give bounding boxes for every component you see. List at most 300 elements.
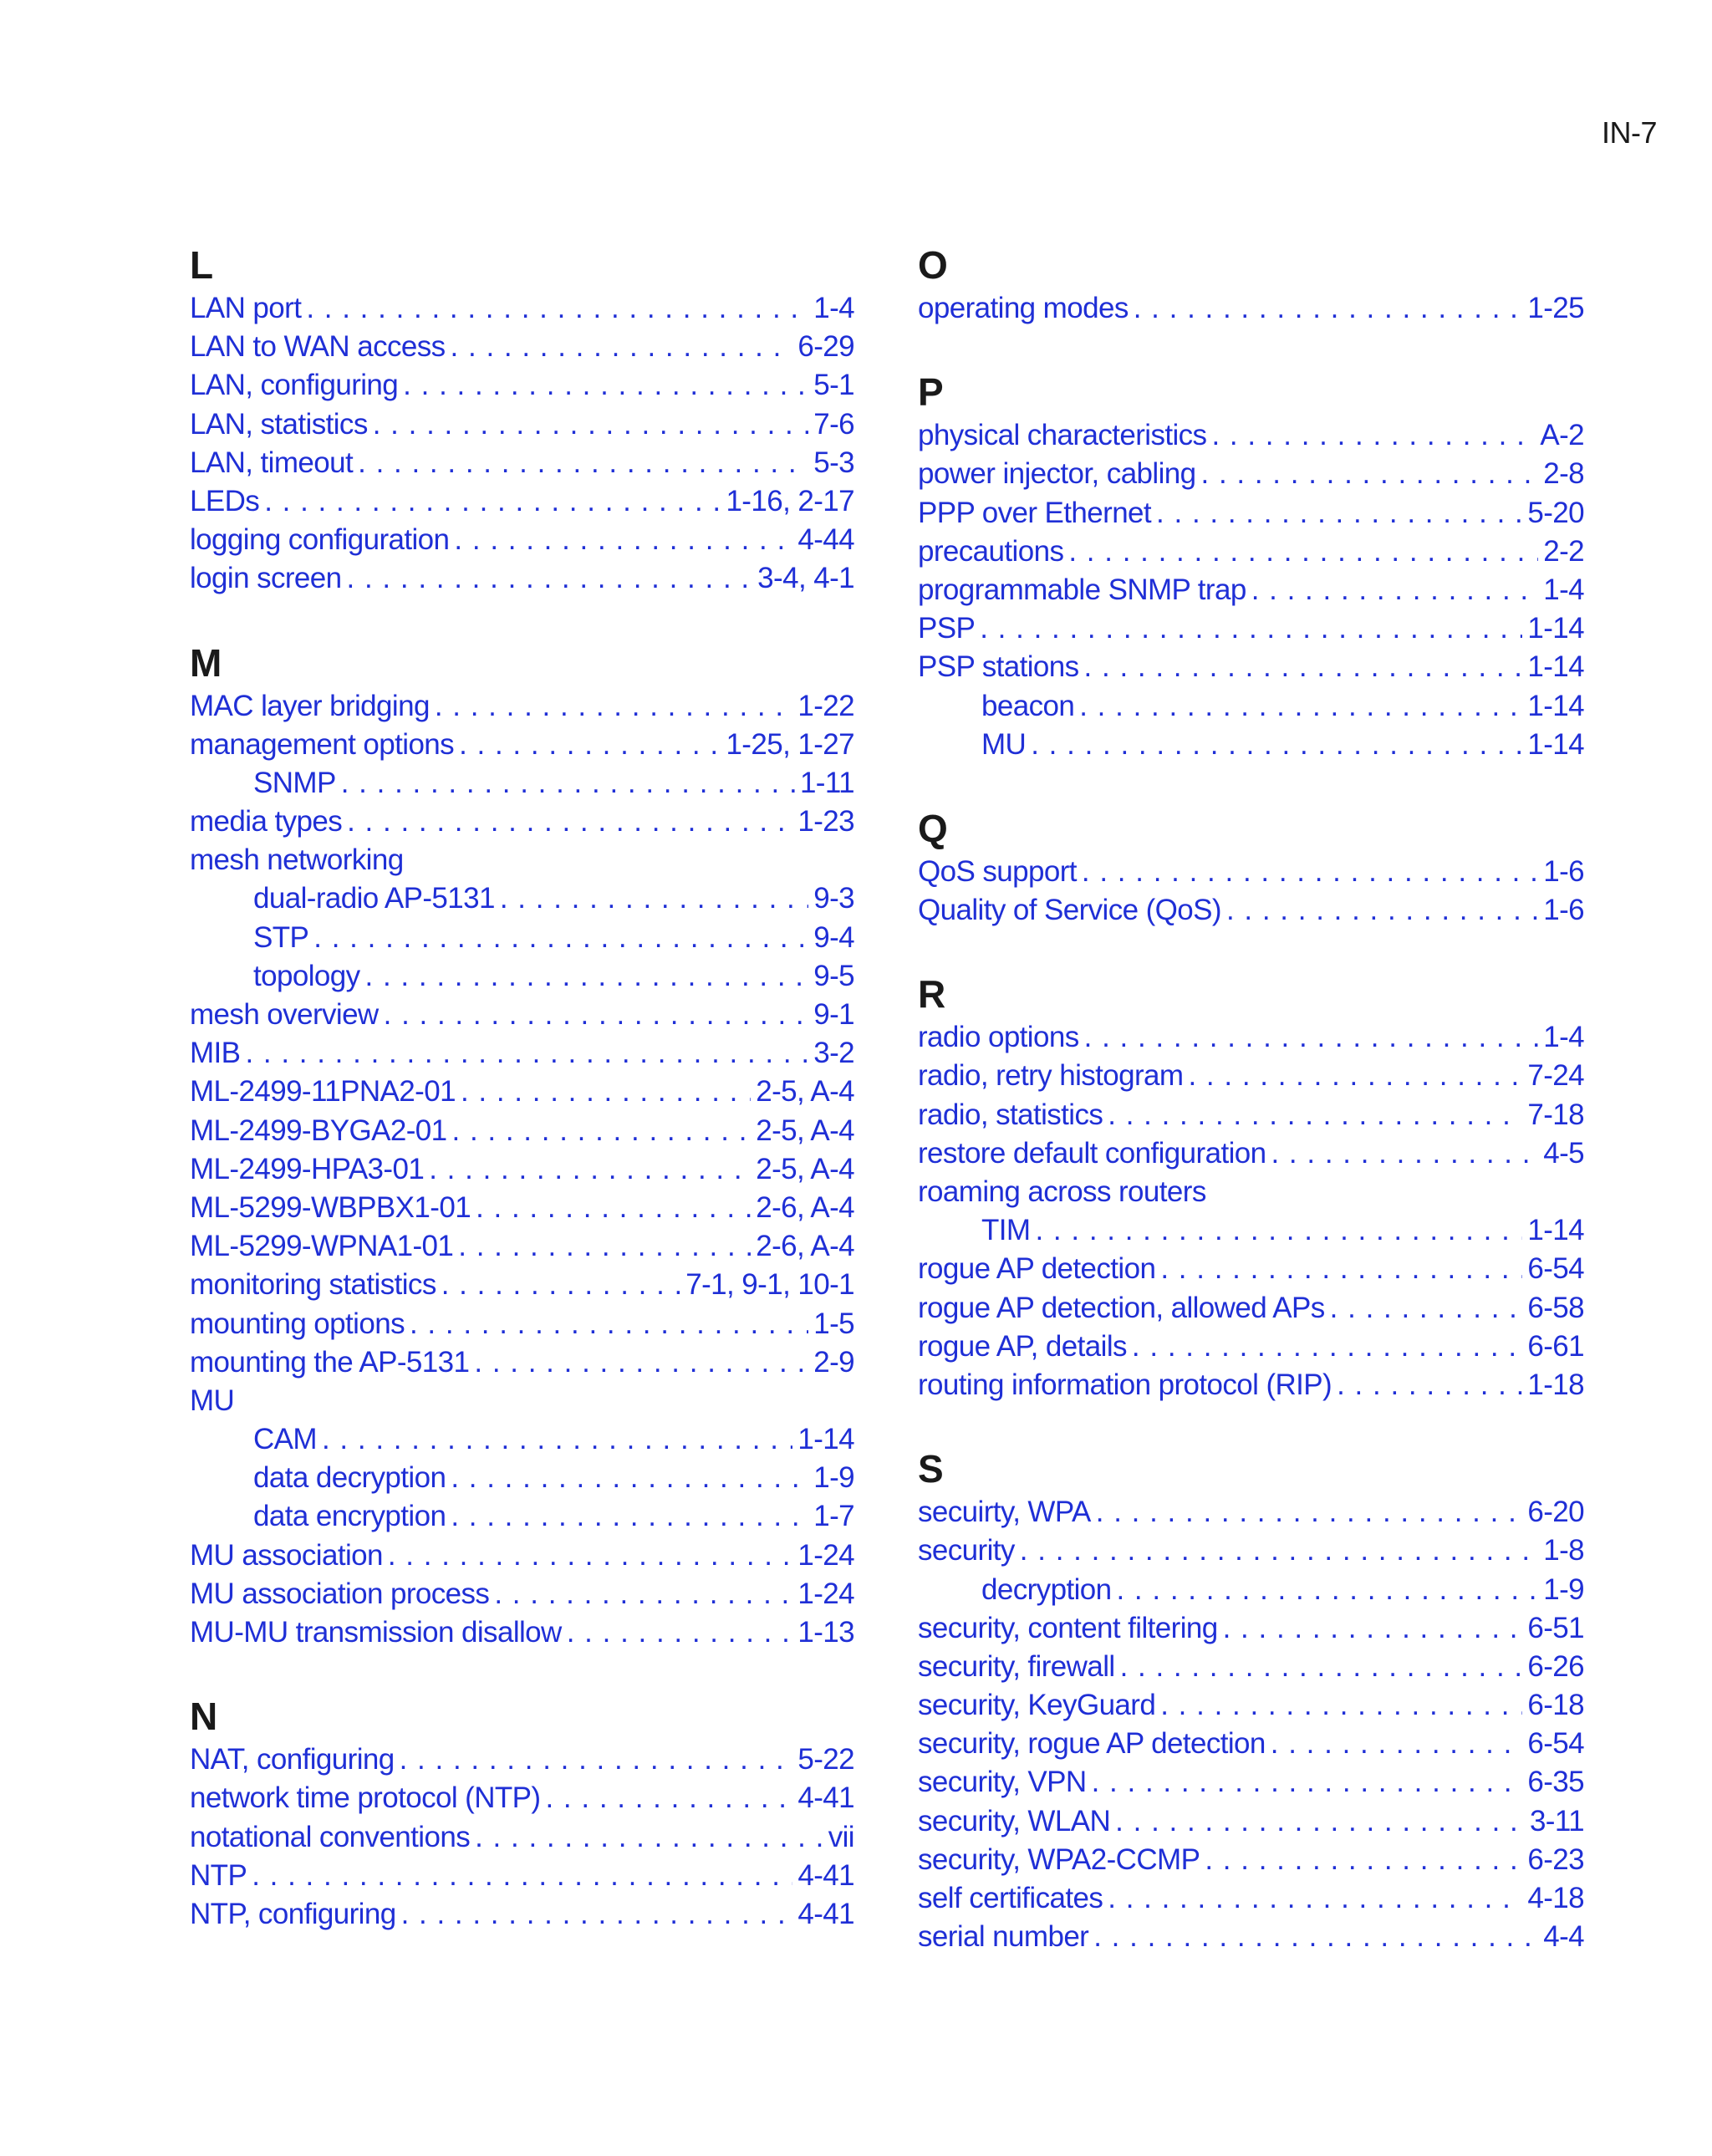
index-entry[interactable] bbox=[190, 803, 854, 841]
index-entry[interactable] bbox=[190, 1189, 854, 1227]
index-term[interactable]: rogue AP, details bbox=[918, 1329, 1127, 1363]
index-term[interactable]: precautions bbox=[918, 534, 1064, 568]
index-page-ref[interactable]: 7-24 bbox=[1527, 1059, 1584, 1093]
index-entry[interactable] bbox=[918, 1918, 1584, 1956]
index-subentry[interactable] bbox=[918, 726, 1584, 764]
index-page-ref[interactable]: 3-11 bbox=[1529, 1804, 1584, 1837]
dot-leader bbox=[494, 1575, 792, 1613]
index-entry[interactable] bbox=[918, 1366, 1584, 1404]
index-entry[interactable] bbox=[918, 1648, 1584, 1686]
index-term[interactable]: PSP bbox=[918, 612, 976, 645]
dot-leader bbox=[1082, 853, 1538, 891]
index-page-ref[interactable]: 1-11 bbox=[799, 766, 854, 799]
index-term[interactable]: LAN port bbox=[190, 292, 302, 324]
section-letter: R bbox=[918, 972, 946, 1017]
index-term[interactable]: dual-radio AP-5131 bbox=[253, 882, 495, 915]
dot-leader bbox=[400, 1741, 793, 1779]
index-page-ref[interactable]: 5-1 bbox=[813, 369, 854, 402]
index-subentry[interactable] bbox=[190, 957, 854, 996]
index-entry[interactable] bbox=[190, 366, 854, 405]
index-entry[interactable] bbox=[918, 1725, 1584, 1763]
dot-leader bbox=[1084, 648, 1523, 686]
index-entry[interactable] bbox=[190, 1034, 854, 1073]
dot-leader bbox=[245, 1034, 808, 1073]
index-section-l bbox=[190, 241, 854, 599]
index-term[interactable]: network time protocol (NTP) bbox=[190, 1781, 541, 1815]
index-page-ref[interactable]: 1-14 bbox=[1527, 727, 1584, 761]
dot-leader bbox=[451, 328, 793, 366]
dot-leader bbox=[384, 996, 809, 1034]
index-term[interactable]: MU-MU transmission disallow bbox=[190, 1616, 562, 1649]
index-entry[interactable] bbox=[918, 494, 1584, 533]
index-term[interactable]: programmable SNMP trap bbox=[918, 573, 1246, 606]
index-term[interactable]: ML-5299-WBPBX1-01 bbox=[190, 1190, 471, 1224]
index-term[interactable]: management options bbox=[190, 727, 455, 761]
index-term[interactable]: topology bbox=[253, 959, 360, 992]
index-entry[interactable] bbox=[190, 1575, 854, 1613]
dot-leader bbox=[1205, 1841, 1522, 1879]
index-page-ref[interactable]: 1-18 bbox=[1527, 1368, 1584, 1401]
index-entry[interactable] bbox=[190, 405, 854, 444]
index-page-ref[interactable]: 9-5 bbox=[813, 959, 854, 992]
index-entry[interactable] bbox=[190, 1382, 854, 1420]
index-page-ref[interactable]: 2-6, A-4 bbox=[756, 1190, 854, 1224]
index-section-p bbox=[918, 368, 1584, 764]
index-term[interactable]: NTP, configuring bbox=[190, 1897, 396, 1930]
index-term[interactable]: roaming across routers bbox=[918, 1175, 1206, 1208]
index-entry[interactable] bbox=[918, 455, 1584, 493]
index-entry[interactable] bbox=[918, 1250, 1584, 1288]
dot-leader bbox=[567, 1613, 793, 1652]
dot-leader bbox=[403, 366, 808, 405]
dot-leader bbox=[1251, 571, 1539, 609]
index-page-ref[interactable]: 1-22 bbox=[797, 689, 854, 722]
index-term[interactable]: restore default configuration bbox=[918, 1136, 1266, 1170]
dot-leader bbox=[429, 1150, 751, 1189]
index-page-ref[interactable]: 6-20 bbox=[1527, 1496, 1584, 1529]
index-subentry[interactable] bbox=[190, 1459, 854, 1497]
index-term[interactable]: decryption bbox=[981, 1572, 1112, 1606]
dot-leader bbox=[1096, 1493, 1523, 1532]
dot-leader bbox=[341, 764, 795, 803]
dot-leader bbox=[1188, 1057, 1522, 1095]
index-entry[interactable] bbox=[190, 1895, 854, 1934]
section-letter: P bbox=[918, 370, 944, 415]
dot-leader bbox=[1271, 1725, 1523, 1763]
index-page-ref[interactable]: 1-5 bbox=[813, 1307, 854, 1340]
section-letter: O bbox=[918, 243, 948, 287]
index-page-ref[interactable]: 4-44 bbox=[797, 523, 854, 557]
index-term[interactable]: MU association bbox=[190, 1538, 383, 1572]
index-entry[interactable] bbox=[190, 841, 854, 879]
index-page-ref[interactable]: 2-5, A-4 bbox=[756, 1152, 854, 1185]
index-entry[interactable] bbox=[918, 1532, 1584, 1570]
index-term[interactable]: media types bbox=[190, 805, 343, 838]
index-entry[interactable] bbox=[918, 1018, 1584, 1057]
index-entry[interactable] bbox=[918, 1609, 1584, 1648]
dot-leader bbox=[322, 1420, 792, 1459]
dot-leader bbox=[388, 1537, 792, 1575]
index-entry[interactable] bbox=[918, 416, 1584, 455]
index-entry[interactable] bbox=[190, 1343, 854, 1382]
index-term[interactable]: serial number bbox=[918, 1920, 1089, 1954]
index-entry[interactable] bbox=[918, 1173, 1584, 1211]
dot-leader bbox=[365, 957, 809, 996]
index-page-ref[interactable]: 2-2 bbox=[1543, 534, 1584, 568]
index-page-ref[interactable]: 1-4 bbox=[1543, 1021, 1584, 1054]
index-subentry[interactable] bbox=[190, 1420, 854, 1459]
index-page-ref[interactable]: 6-35 bbox=[1527, 1766, 1584, 1799]
index-entry[interactable] bbox=[190, 521, 854, 559]
index-term[interactable]: LEDs bbox=[190, 484, 260, 517]
index-term[interactable]: logging configuration bbox=[190, 523, 450, 557]
index-term[interactable]: security, WPA2-CCMP bbox=[918, 1843, 1200, 1876]
index-term[interactable]: PPP over Ethernet bbox=[918, 496, 1152, 529]
index-entry[interactable] bbox=[190, 1779, 854, 1817]
dot-leader bbox=[252, 1857, 792, 1895]
index-page-ref[interactable]: 9-1 bbox=[813, 998, 854, 1031]
index-entry[interactable] bbox=[190, 1741, 854, 1779]
section-letter: S bbox=[918, 1447, 944, 1491]
index-page-ref[interactable]: 6-29 bbox=[797, 330, 854, 364]
index-term[interactable]: TIM bbox=[981, 1214, 1031, 1247]
index-term[interactable]: security, content filtering bbox=[918, 1611, 1218, 1644]
index-term[interactable]: Quality of Service (QoS) bbox=[918, 894, 1221, 927]
index-page-ref[interactable]: A-2 bbox=[1540, 419, 1584, 452]
index-section-o bbox=[918, 241, 1584, 328]
index-page-ref[interactable]: 1-9 bbox=[1543, 1572, 1584, 1606]
index-page-ref[interactable]: 1-14 bbox=[1527, 612, 1584, 645]
dot-leader bbox=[1092, 1763, 1523, 1802]
index-entry[interactable] bbox=[190, 482, 854, 521]
index-term[interactable]: LAN, statistics bbox=[190, 407, 368, 441]
index-page-ref[interactable]: 1-6 bbox=[1543, 854, 1584, 888]
index-term[interactable]: radio, retry histogram bbox=[918, 1059, 1184, 1093]
section-letter: N bbox=[190, 1695, 218, 1739]
index-entry[interactable] bbox=[918, 533, 1584, 571]
section-letter: M bbox=[190, 640, 222, 685]
index-page-ref[interactable]: 1-8 bbox=[1543, 1534, 1584, 1567]
index-subentry[interactable] bbox=[918, 1211, 1584, 1250]
index-term[interactable]: ML-2499-BYGA2-01 bbox=[190, 1114, 447, 1147]
dot-leader bbox=[980, 609, 1522, 648]
index-entry[interactable] bbox=[190, 559, 854, 598]
index-term[interactable]: radio options bbox=[918, 1021, 1079, 1054]
index-page-ref[interactable]: 4-41 bbox=[797, 1897, 854, 1930]
index-term[interactable]: security, KeyGuard bbox=[918, 1689, 1156, 1722]
index-entry[interactable] bbox=[190, 1227, 854, 1266]
dot-leader bbox=[358, 444, 808, 482]
index-term[interactable]: security, WLAN bbox=[918, 1804, 1111, 1837]
dot-leader bbox=[1201, 455, 1539, 493]
dot-leader bbox=[441, 1266, 681, 1304]
index-page-ref[interactable]: 2-5, A-4 bbox=[756, 1075, 854, 1109]
index-page-ref[interactable]: 5-20 bbox=[1527, 496, 1584, 529]
index-term[interactable]: mounting the AP-5131 bbox=[190, 1345, 470, 1379]
index-entry[interactable] bbox=[190, 1857, 854, 1895]
index-section-n bbox=[190, 1692, 854, 1934]
index-page-ref[interactable]: 4-18 bbox=[1527, 1882, 1584, 1914]
index-entry[interactable] bbox=[918, 1134, 1584, 1173]
index-term[interactable]: mesh overview bbox=[190, 998, 379, 1031]
index-page-ref[interactable]: 1-24 bbox=[797, 1577, 854, 1610]
index-page-ref[interactable]: 6-54 bbox=[1527, 1252, 1584, 1286]
index-term[interactable]: ML-2499-HPA3-01 bbox=[190, 1152, 425, 1185]
index-term[interactable]: login screen bbox=[190, 562, 342, 595]
index-term[interactable]: rogue AP detection, allowed APs bbox=[918, 1291, 1325, 1324]
index-entry[interactable] bbox=[190, 1537, 854, 1575]
index-term[interactable]: MU bbox=[190, 1384, 235, 1417]
dot-leader bbox=[1035, 1211, 1522, 1250]
index-subentry[interactable] bbox=[190, 919, 854, 957]
dot-leader bbox=[458, 1227, 751, 1266]
dot-leader bbox=[545, 1779, 792, 1817]
index-page-ref[interactable]: 2-5, A-4 bbox=[756, 1114, 854, 1147]
dot-leader bbox=[1031, 726, 1522, 764]
index-page-ref[interactable]: 1-6 bbox=[1543, 894, 1584, 927]
index-term[interactable]: security bbox=[918, 1534, 1015, 1567]
index-page-ref[interactable]: 1-14 bbox=[1527, 1214, 1584, 1247]
index-entry[interactable] bbox=[190, 289, 854, 328]
index-term[interactable]: mesh networking bbox=[190, 844, 404, 877]
index-section-r bbox=[918, 970, 1584, 1404]
index-page-ref[interactable]: 9-3 bbox=[813, 882, 854, 915]
index-term[interactable]: secuirty, WPA bbox=[918, 1496, 1091, 1529]
index-term[interactable]: operating modes bbox=[918, 292, 1129, 324]
index-entry[interactable] bbox=[918, 1841, 1584, 1879]
page-number: IN-7 bbox=[1601, 115, 1657, 150]
dot-leader bbox=[435, 687, 793, 726]
dot-leader bbox=[451, 1459, 808, 1497]
index-page-ref[interactable]: 5-3 bbox=[813, 446, 854, 479]
index-page-ref[interactable]: 7-1, 9-1, 10-1 bbox=[685, 1268, 854, 1302]
dot-leader bbox=[1160, 1686, 1522, 1725]
index-page-ref[interactable]: 1-14 bbox=[797, 1423, 854, 1456]
dot-leader bbox=[1156, 494, 1522, 533]
index-term[interactable]: power injector, cabling bbox=[918, 457, 1196, 491]
dot-leader bbox=[1115, 1802, 1525, 1841]
index-page-ref[interactable]: 1-7 bbox=[813, 1500, 854, 1533]
index-term[interactable]: data encryption bbox=[253, 1500, 446, 1533]
index-page-ref[interactable]: 7-6 bbox=[813, 407, 854, 441]
index-page-ref[interactable]: 6-54 bbox=[1527, 1727, 1584, 1761]
index-page-ref[interactable]: 4-41 bbox=[797, 1781, 854, 1815]
dot-leader bbox=[1223, 1609, 1523, 1648]
index-term[interactable]: notational conventions bbox=[190, 1820, 471, 1853]
dot-leader bbox=[1093, 1918, 1538, 1956]
index-section-m bbox=[190, 639, 854, 1653]
dot-leader bbox=[475, 1818, 823, 1857]
index-term[interactable]: security, rogue AP detection bbox=[918, 1727, 1266, 1761]
index-term[interactable]: QoS support bbox=[918, 854, 1077, 888]
index-entry[interactable] bbox=[190, 1112, 854, 1150]
index-section-q bbox=[918, 804, 1584, 930]
index-entry[interactable] bbox=[190, 1266, 854, 1304]
index-page-ref[interactable]: 7-18 bbox=[1527, 1098, 1584, 1131]
dot-leader bbox=[1116, 1571, 1538, 1609]
index-page-ref[interactable]: 6-26 bbox=[1527, 1649, 1584, 1683]
dot-leader bbox=[1160, 1250, 1522, 1288]
dot-leader bbox=[1226, 891, 1538, 930]
index-subentry[interactable] bbox=[190, 1497, 854, 1536]
index-term[interactable]: LAN, configuring bbox=[190, 369, 399, 402]
index-term[interactable]: physical characteristics bbox=[918, 419, 1207, 452]
index-term[interactable]: routing information protocol (RIP) bbox=[918, 1368, 1332, 1401]
dot-leader bbox=[1068, 533, 1538, 571]
index-entry[interactable] bbox=[918, 1763, 1584, 1802]
index-page-ref[interactable]: 4-41 bbox=[797, 1858, 854, 1892]
index-page-ref[interactable]: 6-23 bbox=[1527, 1843, 1584, 1876]
index-term[interactable]: LAN, timeout bbox=[190, 446, 354, 479]
index-term[interactable]: data decryption bbox=[253, 1461, 446, 1495]
index-entry[interactable] bbox=[190, 726, 854, 764]
index-term[interactable]: security, VPN bbox=[918, 1766, 1087, 1799]
dot-leader bbox=[500, 879, 808, 918]
index-page-ref[interactable]: 1-4 bbox=[1543, 573, 1584, 606]
index-page-ref[interactable]: 1-16, 2-17 bbox=[726, 484, 854, 517]
index-term[interactable]: beacon bbox=[981, 689, 1075, 722]
dot-leader bbox=[474, 1343, 808, 1382]
dot-leader bbox=[451, 1497, 808, 1536]
index-entry[interactable] bbox=[190, 1613, 854, 1652]
index-entry[interactable] bbox=[918, 1096, 1584, 1134]
index-page-ref[interactable]: 3-2 bbox=[813, 1037, 854, 1070]
dot-leader bbox=[313, 919, 808, 957]
index-entry[interactable] bbox=[918, 891, 1584, 930]
dot-leader bbox=[401, 1895, 793, 1934]
index-page-ref[interactable]: 1-14 bbox=[1527, 650, 1584, 684]
index-entry[interactable] bbox=[190, 1150, 854, 1189]
index-entry[interactable] bbox=[190, 328, 854, 366]
index-page-ref[interactable]: 3-4, 4-1 bbox=[757, 562, 854, 595]
index-term[interactable]: ML-5299-WPNA1-01 bbox=[190, 1230, 454, 1263]
section-letter: L bbox=[190, 243, 214, 287]
index-term[interactable]: rogue AP detection bbox=[918, 1252, 1156, 1286]
dot-leader bbox=[454, 521, 792, 559]
index-term[interactable]: mounting options bbox=[190, 1307, 405, 1340]
dot-leader bbox=[459, 726, 721, 764]
index-term[interactable]: NAT, configuring bbox=[190, 1743, 395, 1776]
index-page-ref[interactable]: 4-5 bbox=[1543, 1136, 1584, 1170]
index-entry[interactable] bbox=[918, 1289, 1584, 1328]
index-entry[interactable] bbox=[918, 1686, 1584, 1725]
dot-leader bbox=[264, 482, 721, 521]
dot-leader bbox=[410, 1305, 808, 1343]
index-page-ref[interactable]: 1-25, 1-27 bbox=[726, 727, 854, 761]
index-term[interactable]: PSP stations bbox=[918, 650, 1079, 684]
index-page-ref[interactable]: 1-4 bbox=[813, 292, 854, 324]
index-term[interactable]: SNMP bbox=[253, 766, 336, 799]
index-page-ref[interactable]: 2-8 bbox=[1543, 457, 1584, 491]
index-entry[interactable] bbox=[918, 571, 1584, 609]
section-letter: Q bbox=[918, 806, 948, 850]
index-page-ref[interactable]: 6-18 bbox=[1527, 1689, 1584, 1722]
index-entry[interactable] bbox=[918, 1879, 1584, 1918]
index-term[interactable]: LAN to WAN access bbox=[190, 330, 446, 364]
index-subentry[interactable] bbox=[918, 1571, 1584, 1609]
dot-leader bbox=[452, 1112, 752, 1150]
index-term[interactable]: radio, statistics bbox=[918, 1098, 1103, 1131]
dot-leader bbox=[1132, 1328, 1522, 1366]
index-page-ref[interactable]: 5-22 bbox=[797, 1743, 854, 1776]
index-page-ref[interactable]: 1-25 bbox=[1527, 292, 1584, 324]
dot-leader bbox=[1108, 1096, 1522, 1134]
index-entry[interactable] bbox=[190, 996, 854, 1034]
index-term[interactable]: NTP bbox=[190, 1858, 247, 1892]
index-section-s bbox=[918, 1445, 1584, 1956]
dot-leader bbox=[1079, 687, 1522, 726]
index-entry[interactable] bbox=[190, 1073, 854, 1111]
dot-leader bbox=[1271, 1134, 1538, 1173]
index-entry[interactable] bbox=[918, 1057, 1584, 1095]
dot-leader bbox=[347, 559, 753, 598]
index-entry[interactable] bbox=[918, 853, 1584, 891]
index-entry[interactable] bbox=[918, 289, 1584, 328]
index-column-right bbox=[918, 241, 1584, 1996]
index-term[interactable]: ML-2499-11PNA2-01 bbox=[190, 1075, 456, 1109]
index-entry[interactable] bbox=[918, 648, 1584, 686]
index-page-ref[interactable]: 9-4 bbox=[813, 920, 854, 954]
dot-leader bbox=[461, 1073, 751, 1111]
dot-leader bbox=[1084, 1018, 1539, 1057]
dot-leader bbox=[1211, 416, 1535, 455]
index-entry[interactable] bbox=[918, 1328, 1584, 1366]
index-entry[interactable] bbox=[918, 1802, 1584, 1841]
dot-leader bbox=[347, 803, 792, 841]
dot-leader bbox=[1108, 1879, 1522, 1918]
index-column-left bbox=[190, 241, 854, 1974]
index-term[interactable]: MU association process bbox=[190, 1577, 490, 1610]
index-entry[interactable] bbox=[190, 687, 854, 726]
index-page-ref[interactable]: 1-23 bbox=[797, 805, 854, 838]
index-page-ref[interactable]: 6-61 bbox=[1527, 1329, 1584, 1363]
dot-leader bbox=[1330, 1289, 1523, 1328]
index-page-ref[interactable]: vii bbox=[828, 1820, 854, 1853]
index-subentry[interactable] bbox=[190, 879, 854, 918]
index-entry[interactable] bbox=[190, 1305, 854, 1343]
dot-leader bbox=[1337, 1366, 1522, 1404]
dot-leader bbox=[373, 405, 808, 444]
index-entry[interactable] bbox=[190, 444, 854, 482]
index-term[interactable]: monitoring statistics bbox=[190, 1268, 436, 1302]
index-entry[interactable] bbox=[918, 609, 1584, 648]
index-page-ref[interactable]: 2-9 bbox=[813, 1345, 854, 1379]
index-entry[interactable] bbox=[918, 1493, 1584, 1532]
index-subentry[interactable] bbox=[918, 687, 1584, 726]
dot-leader bbox=[306, 289, 808, 328]
index-term[interactable]: MIB bbox=[190, 1037, 241, 1070]
index-subentry[interactable] bbox=[190, 764, 854, 803]
dot-leader bbox=[476, 1189, 751, 1227]
index-term[interactable]: security, firewall bbox=[918, 1649, 1115, 1683]
index-page-ref[interactable]: 1-24 bbox=[797, 1538, 854, 1572]
dot-leader bbox=[1134, 289, 1523, 328]
index-term[interactable]: MAC layer bridging bbox=[190, 689, 430, 722]
index-page-ref[interactable]: 6-51 bbox=[1527, 1611, 1584, 1644]
index-entry[interactable] bbox=[190, 1818, 854, 1857]
index-term[interactable]: CAM bbox=[253, 1423, 317, 1456]
index-term[interactable]: self certificates bbox=[918, 1882, 1103, 1914]
index-page-ref[interactable]: 1-9 bbox=[813, 1461, 854, 1495]
index-page-ref[interactable]: 6-58 bbox=[1527, 1291, 1584, 1324]
dot-leader bbox=[1120, 1648, 1523, 1686]
index-page-ref[interactable]: 1-13 bbox=[797, 1616, 854, 1649]
index-page-ref[interactable]: 2-6, A-4 bbox=[756, 1230, 854, 1263]
index-page-ref[interactable]: 1-14 bbox=[1527, 689, 1584, 722]
index-term[interactable]: MU bbox=[981, 727, 1027, 761]
index-term[interactable]: STP bbox=[253, 920, 309, 954]
index-page-ref[interactable]: 4-4 bbox=[1543, 1920, 1584, 1954]
